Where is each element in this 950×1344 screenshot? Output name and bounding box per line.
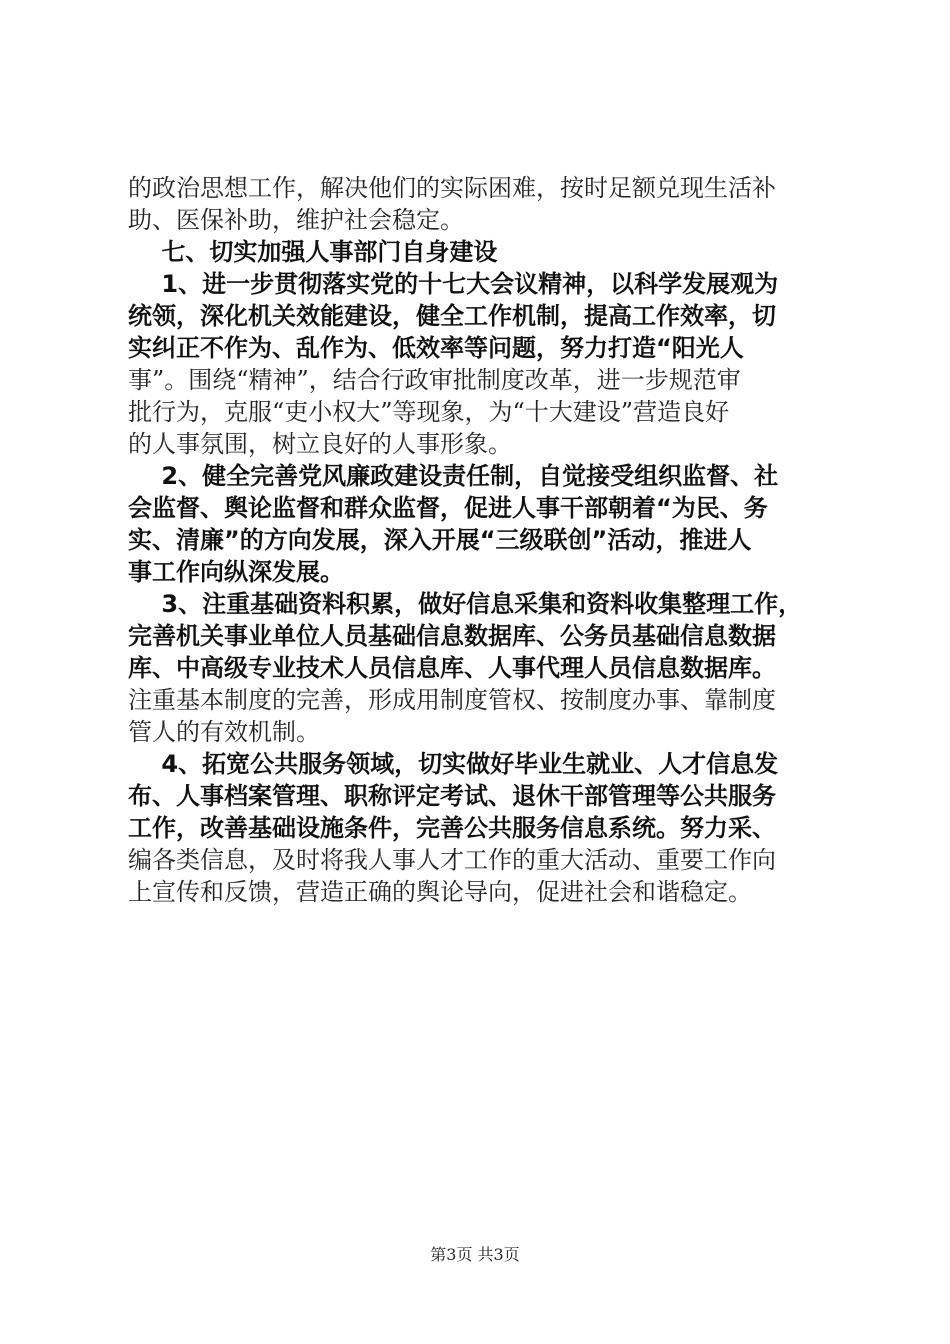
body-line-2: 助、医保补助，维护社会稳定。 (128, 206, 464, 234)
body-line-1: 的政治思想工作，解决他们的实际困难，按时足额兑现生活补 (128, 174, 776, 202)
body-line-16: 库、中高级专业技术人员信息库、人事代理人员信息数据库。 (128, 654, 776, 682)
body-line-23: 上宣传和反馈，营造正确的舆论导向，促进社会和谐稳定。 (128, 878, 752, 906)
body-line-5: 统领，深化机关效能建设，健全工作机制，提高工作效率，切 (128, 302, 776, 330)
section-heading: 七、切实加强人事部门自身建设 (128, 238, 498, 266)
body-line-10: 2、健全完善党风廉政建设责任制，自觉接受组织监督、社 (128, 462, 779, 490)
body-line-14: 3、注重基础资料积累，做好信息采集和资料收集整理工作， (128, 590, 803, 618)
body-line-15: 完善机关事业单位人员基础信息数据库、公务员基础信息数据 (128, 622, 776, 650)
body-line-9: 的人事氛围，树立良好的人事形象。 (128, 430, 512, 458)
body-line-4: 1、进一步贯彻落实党的十七大会议精神，以科学发展观为 (128, 270, 779, 298)
body-line-19: 4、拓宽公共服务领域，切实做好毕业生就业、人才信息发 (128, 750, 779, 778)
body-line-13: 事工作向纵深发展。 (128, 558, 344, 586)
body-line-12: 实、清廉”的方向发展，深入开展“三级联创”活动，推进人 (128, 526, 752, 554)
body-line-18: 管人的有效机制。 (128, 718, 320, 746)
body-line-7: 事”。围绕“精神”，结合行政审批制度改革，进一步规范审 (128, 366, 741, 394)
body-line-11: 会监督、舆论监督和群众监督，促进人事干部朝着“为民、务 (128, 494, 768, 522)
body-line-20: 布、人事档案管理、职称评定考试、退休干部管理等公共服务 (128, 782, 776, 810)
page-number-footer: 第3页 共3页 (430, 1245, 520, 1264)
body-line-17: 注重基本制度的完善，形成用制度管权、按制度办事、靠制度 (128, 686, 776, 714)
body-line-22: 编各类信息，及时将我人事人才工作的重大活动、重要工作向 (128, 846, 776, 874)
body-line-21: 工作，改善基础设施条件，完善公共服务信息系统。努力采、 (128, 814, 776, 842)
body-line-6: 实纠正不作为、乱作为、低效率等问题，努力打造“阳光人 (128, 334, 744, 362)
body-line-8: 批行为，克服“吏小权大”等现象，为“十大建设”营造良好 (128, 398, 730, 426)
